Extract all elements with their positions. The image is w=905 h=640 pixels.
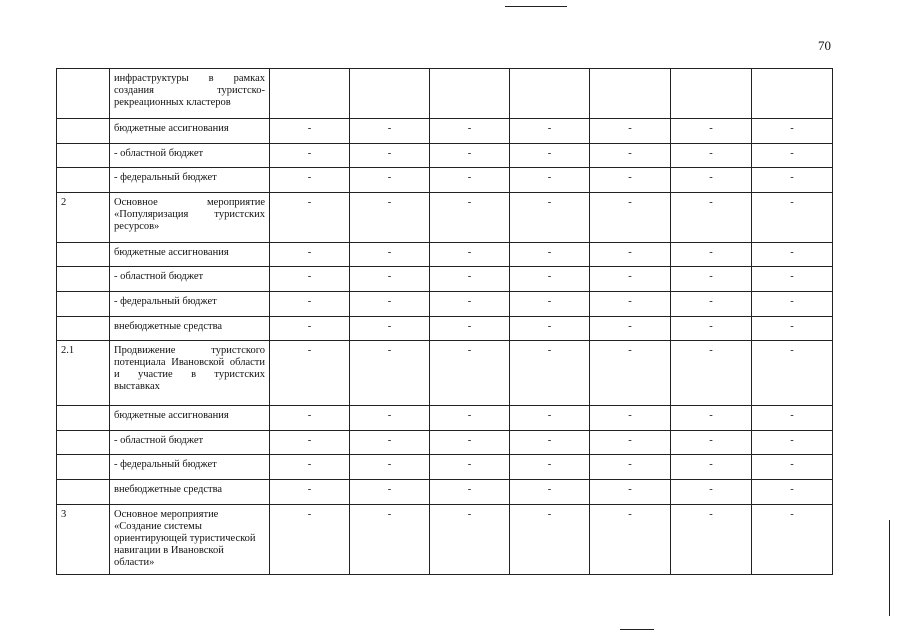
value-cell: - [590, 119, 671, 144]
value-cell: - [270, 243, 350, 267]
value-cell: - [752, 431, 833, 455]
value-cell: - [671, 243, 752, 267]
value-cell: - [270, 505, 350, 575]
row-number [57, 455, 110, 480]
value-cell: - [510, 119, 590, 144]
row-number [57, 168, 110, 193]
value-cell: - [350, 267, 430, 292]
table-row [57, 168, 833, 193]
value-cell: - [752, 267, 833, 292]
page-number: 70 [818, 38, 831, 53]
value-cell: - [350, 505, 430, 575]
value-cell: - [671, 317, 752, 341]
value-cell: - [510, 480, 590, 505]
row-description: Основное мероприятие «Создание системы ориентирующей туристической навигации в Ивановской области» [110, 505, 270, 575]
value-cell: - [752, 455, 833, 480]
table-row [57, 119, 833, 144]
value-cell: - [510, 144, 590, 168]
value-cell: - [752, 243, 833, 267]
value-cell: - [350, 455, 430, 480]
table-row [57, 193, 833, 243]
value-cell: - [430, 267, 510, 292]
row-number: 3 [57, 505, 110, 575]
row-number [57, 431, 110, 455]
value-cell: - [752, 292, 833, 317]
row-description: инфраструктуры в рамках создания туристско-рекреационных кластеров [110, 69, 270, 119]
value-cell: - [671, 505, 752, 575]
value-cell: - [430, 317, 510, 341]
value-cell: - [510, 341, 590, 406]
value-cell: - [510, 193, 590, 243]
table-row [57, 341, 833, 406]
value-cell: - [590, 243, 671, 267]
value-cell: - [671, 168, 752, 193]
value-cell: - [590, 317, 671, 341]
value-cell: - [270, 317, 350, 341]
row-number: 2 [57, 193, 110, 243]
table-row [57, 480, 833, 505]
value-cell: - [270, 341, 350, 406]
value-cell: - [590, 480, 671, 505]
value-cell: - [350, 406, 430, 431]
table-row [57, 505, 833, 575]
row-number [57, 243, 110, 267]
row-description: - областной бюджет [110, 431, 270, 455]
row-number [57, 69, 110, 119]
value-cell: - [590, 505, 671, 575]
value-cell: - [430, 119, 510, 144]
value-cell: - [590, 168, 671, 193]
value-cell: - [510, 243, 590, 267]
value-cell: - [350, 119, 430, 144]
value-cell: - [430, 406, 510, 431]
value-cell [752, 69, 833, 119]
row-description: внебюджетные средства [110, 317, 270, 341]
row-number [57, 144, 110, 168]
value-cell: - [510, 317, 590, 341]
value-cell [671, 69, 752, 119]
row-description: - федеральный бюджет [110, 292, 270, 317]
value-cell: - [671, 406, 752, 431]
scan-mark-top [505, 6, 567, 7]
value-cell: - [671, 431, 752, 455]
value-cell: - [752, 193, 833, 243]
value-cell: - [270, 455, 350, 480]
value-cell [510, 69, 590, 119]
value-cell: - [350, 480, 430, 505]
value-cell: - [350, 317, 430, 341]
value-cell: - [430, 341, 510, 406]
table-row [57, 267, 833, 292]
value-cell: - [590, 431, 671, 455]
value-cell: - [350, 341, 430, 406]
value-cell: - [350, 168, 430, 193]
value-cell: - [270, 267, 350, 292]
value-cell: - [270, 406, 350, 431]
value-cell: - [510, 455, 590, 480]
value-cell: - [510, 406, 590, 431]
value-cell: - [510, 292, 590, 317]
value-cell: - [350, 144, 430, 168]
row-number [57, 267, 110, 292]
value-cell: - [671, 144, 752, 168]
value-cell: - [510, 267, 590, 292]
value-cell: - [270, 193, 350, 243]
value-cell: - [430, 193, 510, 243]
value-cell: - [671, 455, 752, 480]
row-description: бюджетные ассигнования [110, 406, 270, 431]
value-cell: - [590, 267, 671, 292]
value-cell: - [430, 168, 510, 193]
value-cell: - [671, 480, 752, 505]
table-body [57, 69, 833, 575]
row-number [57, 292, 110, 317]
value-cell: - [430, 144, 510, 168]
row-description: - федеральный бюджет [110, 455, 270, 480]
value-cell: - [350, 431, 430, 455]
value-cell: - [430, 431, 510, 455]
row-description: - областной бюджет [110, 144, 270, 168]
value-cell: - [430, 243, 510, 267]
value-cell: - [430, 292, 510, 317]
value-cell: - [752, 341, 833, 406]
row-description: - федеральный бюджет [110, 168, 270, 193]
value-cell: - [590, 292, 671, 317]
value-cell: - [350, 292, 430, 317]
row-description: бюджетные ассигнования [110, 243, 270, 267]
value-cell: - [752, 119, 833, 144]
scan-mark-bottom [620, 629, 654, 630]
table-row [57, 69, 833, 119]
value-cell: - [752, 480, 833, 505]
value-cell: - [510, 431, 590, 455]
value-cell [430, 69, 510, 119]
value-cell: - [752, 406, 833, 431]
table-row [57, 144, 833, 168]
value-cell: - [590, 341, 671, 406]
value-cell [590, 69, 671, 119]
value-cell: - [270, 292, 350, 317]
table-row [57, 292, 833, 317]
value-cell: - [430, 455, 510, 480]
value-cell: - [270, 119, 350, 144]
row-number [57, 406, 110, 431]
value-cell [350, 69, 430, 119]
value-cell: - [671, 341, 752, 406]
value-cell: - [671, 267, 752, 292]
value-cell: - [590, 406, 671, 431]
value-cell: - [590, 144, 671, 168]
value-cell: - [350, 193, 430, 243]
row-description: внебюджетные средства [110, 480, 270, 505]
table-row [57, 243, 833, 267]
table-row [57, 455, 833, 480]
value-cell: - [430, 505, 510, 575]
value-cell: - [590, 455, 671, 480]
value-cell: - [430, 480, 510, 505]
row-number [57, 119, 110, 144]
row-number: 2.1 [57, 341, 110, 406]
value-cell: - [671, 119, 752, 144]
row-description: - областной бюджет [110, 267, 270, 292]
value-cell [270, 69, 350, 119]
value-cell: - [270, 480, 350, 505]
value-cell: - [270, 144, 350, 168]
value-cell: - [671, 193, 752, 243]
value-cell: - [590, 193, 671, 243]
scan-mark-right [889, 520, 890, 616]
row-number [57, 317, 110, 341]
value-cell: - [510, 505, 590, 575]
value-cell: - [270, 431, 350, 455]
value-cell: - [270, 168, 350, 193]
table-row [57, 431, 833, 455]
value-cell: - [752, 317, 833, 341]
row-number [57, 480, 110, 505]
table-row [57, 317, 833, 341]
value-cell: - [671, 292, 752, 317]
value-cell: - [752, 144, 833, 168]
row-description: бюджетные ассигнования [110, 119, 270, 144]
value-cell: - [752, 505, 833, 575]
row-description: Продвижение туристского потенциала Ивановской области и участие в туристских выставках [110, 341, 270, 406]
value-cell: - [510, 168, 590, 193]
value-cell: - [752, 168, 833, 193]
value-cell: - [350, 243, 430, 267]
row-description: Основное мероприятие «Популяризация туристских ресурсов» [110, 193, 270, 243]
table-row [57, 406, 833, 431]
budget-table [56, 68, 833, 575]
